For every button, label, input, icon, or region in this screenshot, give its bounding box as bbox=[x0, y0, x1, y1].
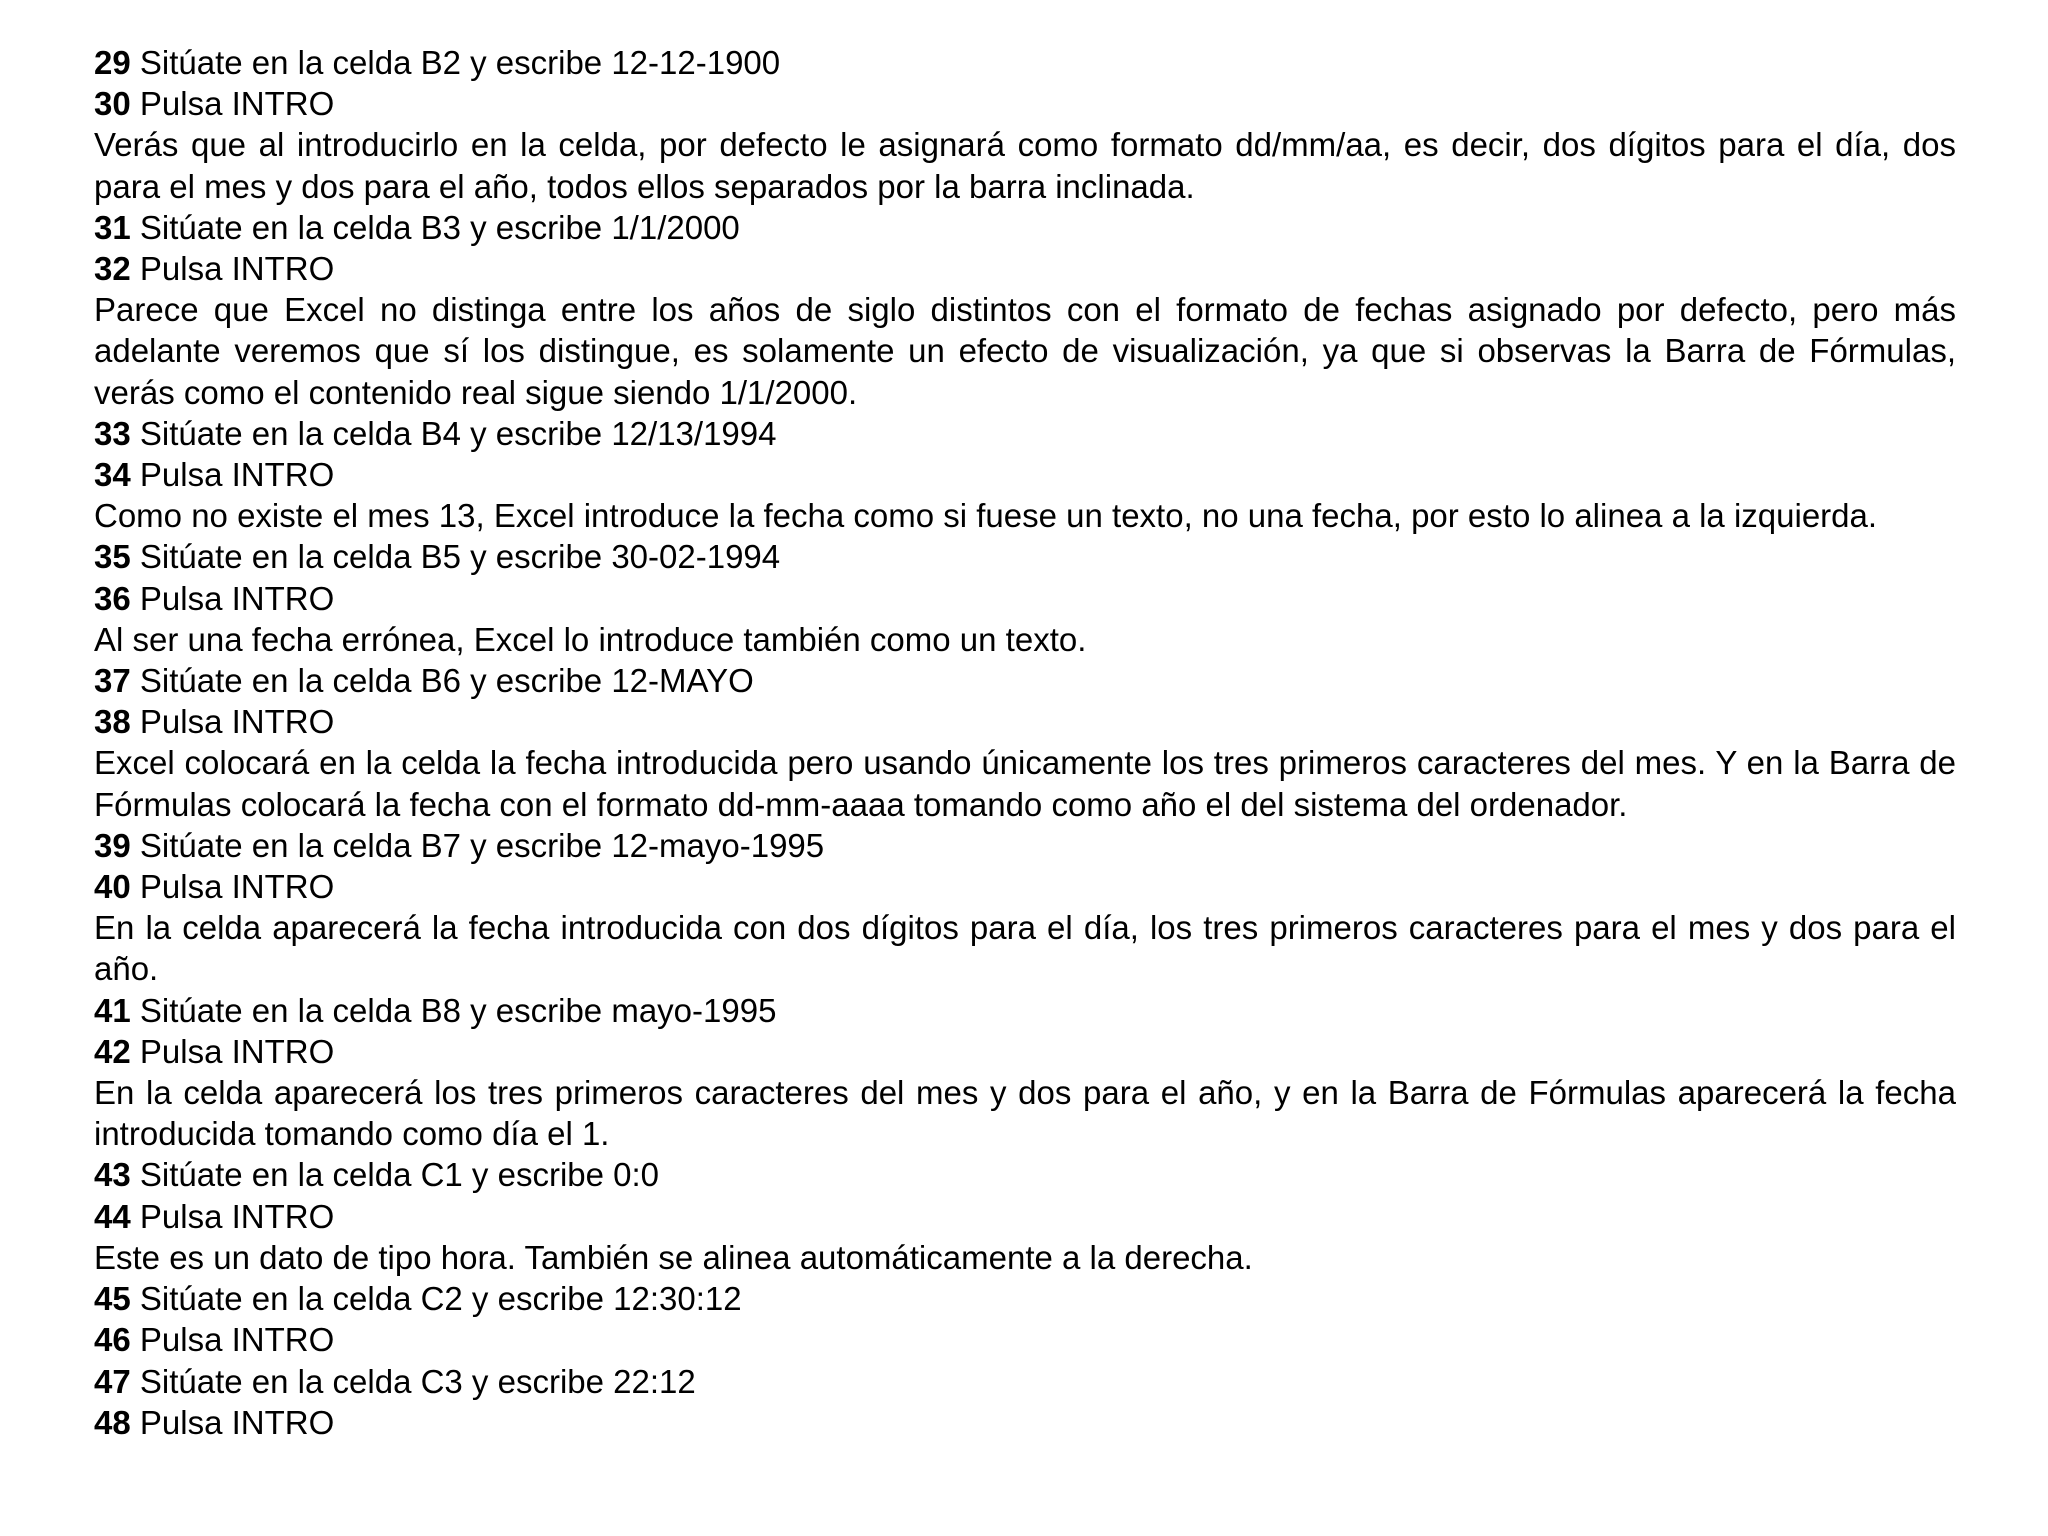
step-text: Pulsa INTRO bbox=[139, 703, 335, 741]
step-number: 36 bbox=[94, 579, 131, 617]
explanation-paragraph: Excel colocará en la celda la fecha introducida pero usando únicamente los tres primeros caracteres del mes. Y en la Barra de Fórmulas colocará la fecha con el formato dd-mm-aaaa tomando como año el del sistema del ordenador. bbox=[94, 744, 1956, 823]
explanation-paragraph: En la celda aparecerá los tres primeros caracteres del mes y dos para el año, y en la Barra de Fórmulas aparecerá la fecha introducida tomando como día el 1. bbox=[94, 1074, 1956, 1153]
step-43 bbox=[94, 1154, 1956, 1195]
step-37 bbox=[94, 660, 1956, 701]
instructions-content bbox=[94, 42, 1956, 1443]
step-text: Pulsa INTRO bbox=[139, 1403, 335, 1441]
step-text: Sitúate en la celda B4 y escribe 12/13/1994 bbox=[139, 414, 777, 452]
step-number: 46 bbox=[94, 1321, 131, 1359]
step-number: 31 bbox=[94, 208, 131, 246]
step-text: Pulsa INTRO bbox=[139, 868, 335, 906]
step-number: 47 bbox=[94, 1362, 131, 1400]
step-number: 40 bbox=[94, 868, 131, 906]
step-34 bbox=[94, 454, 1956, 495]
step-text: Pulsa INTRO bbox=[139, 1032, 335, 1070]
step-48 bbox=[94, 1402, 1956, 1443]
step-number: 42 bbox=[94, 1032, 131, 1070]
step-text: Sitúate en la celda B7 y escribe 12-mayo-1995 bbox=[139, 826, 825, 864]
step-44 bbox=[94, 1196, 1956, 1237]
step-47 bbox=[94, 1361, 1956, 1402]
step-text: Pulsa INTRO bbox=[139, 250, 335, 288]
step-40 bbox=[94, 866, 1956, 907]
explanation-paragraph: Como no existe el mes 13, Excel introduce la fecha como si fuese un texto, no una fecha, por esto lo alinea a la izquierda. bbox=[94, 497, 1878, 535]
step-number: 39 bbox=[94, 826, 131, 864]
step-45 bbox=[94, 1278, 1956, 1319]
step-text: Sitúate en la celda C3 y escribe 22:12 bbox=[139, 1362, 696, 1400]
step-32 bbox=[94, 248, 1956, 289]
step-number: 44 bbox=[94, 1197, 131, 1235]
step-number: 37 bbox=[94, 662, 131, 700]
step-42 bbox=[94, 1031, 1956, 1072]
explanation-paragraph: Al ser una fecha errónea, Excel lo introduce también como un texto. bbox=[94, 620, 1087, 658]
step-text: Pulsa INTRO bbox=[139, 456, 335, 494]
step-33 bbox=[94, 413, 1956, 454]
step-text: Sitúate en la celda B8 y escribe mayo-1995 bbox=[139, 991, 777, 1029]
step-text: Pulsa INTRO bbox=[139, 1321, 335, 1359]
step-number: 35 bbox=[94, 538, 131, 576]
step-46 bbox=[94, 1319, 1956, 1360]
step-text: Sitúate en la celda B6 y escribe 12-MAYO bbox=[139, 662, 754, 700]
explanation-paragraph: Este es un dato de tipo hora. También se alinea automáticamente a la derecha. bbox=[94, 1238, 1253, 1276]
step-text: Sitúate en la celda B5 y escribe 30-02-1994 bbox=[139, 538, 781, 576]
step-29 bbox=[94, 42, 1956, 83]
explanation-paragraph: En la celda aparecerá la fecha introducida con dos dígitos para el día, los tres primeros caracteres para el mes y dos para el año. bbox=[94, 909, 1956, 988]
step-text: Pulsa INTRO bbox=[139, 579, 335, 617]
step-number: 45 bbox=[94, 1280, 131, 1318]
step-text: Pulsa INTRO bbox=[139, 85, 335, 123]
step-number: 32 bbox=[94, 250, 131, 288]
step-number: 33 bbox=[94, 414, 131, 452]
step-number: 43 bbox=[94, 1156, 131, 1194]
step-text: Sitúate en la celda C2 y escribe 12:30:12 bbox=[139, 1280, 742, 1318]
step-38 bbox=[94, 701, 1956, 742]
step-39 bbox=[94, 825, 1956, 866]
step-number: 38 bbox=[94, 703, 131, 741]
step-number: 48 bbox=[94, 1403, 131, 1441]
step-31 bbox=[94, 207, 1956, 248]
explanation-paragraph: Verás que al introducirlo en la celda, por defecto le asignará como formato dd/mm/aa, es decir, dos dígitos para el día, dos para el mes y dos para el año, todos ellos separados por la barra inclinada. bbox=[94, 126, 1956, 205]
step-text: Sitúate en la celda C1 y escribe 0:0 bbox=[139, 1156, 660, 1194]
step-text: Pulsa INTRO bbox=[139, 1197, 335, 1235]
step-35 bbox=[94, 536, 1956, 577]
step-text: Sitúate en la celda B3 y escribe 1/1/2000 bbox=[139, 208, 740, 246]
step-number: 41 bbox=[94, 991, 131, 1029]
step-41 bbox=[94, 990, 1956, 1031]
step-number: 34 bbox=[94, 456, 131, 494]
step-number: 30 bbox=[94, 85, 131, 123]
step-36 bbox=[94, 578, 1956, 619]
explanation-paragraph: Parece que Excel no distinga entre los años de siglo distintos con el formato de fechas asignado por defecto, pero más adelante veremos que sí los distingue, es solamente un efecto de visualización, ya que si observas la Barra de Fórmulas, verás como el contenido real sigue siendo 1/1/2000. bbox=[94, 291, 1956, 411]
step-30 bbox=[94, 83, 1956, 124]
step-number: 29 bbox=[94, 44, 131, 81]
step-text: Sitúate en la celda B2 y escribe 12-12-1900 bbox=[139, 44, 781, 81]
